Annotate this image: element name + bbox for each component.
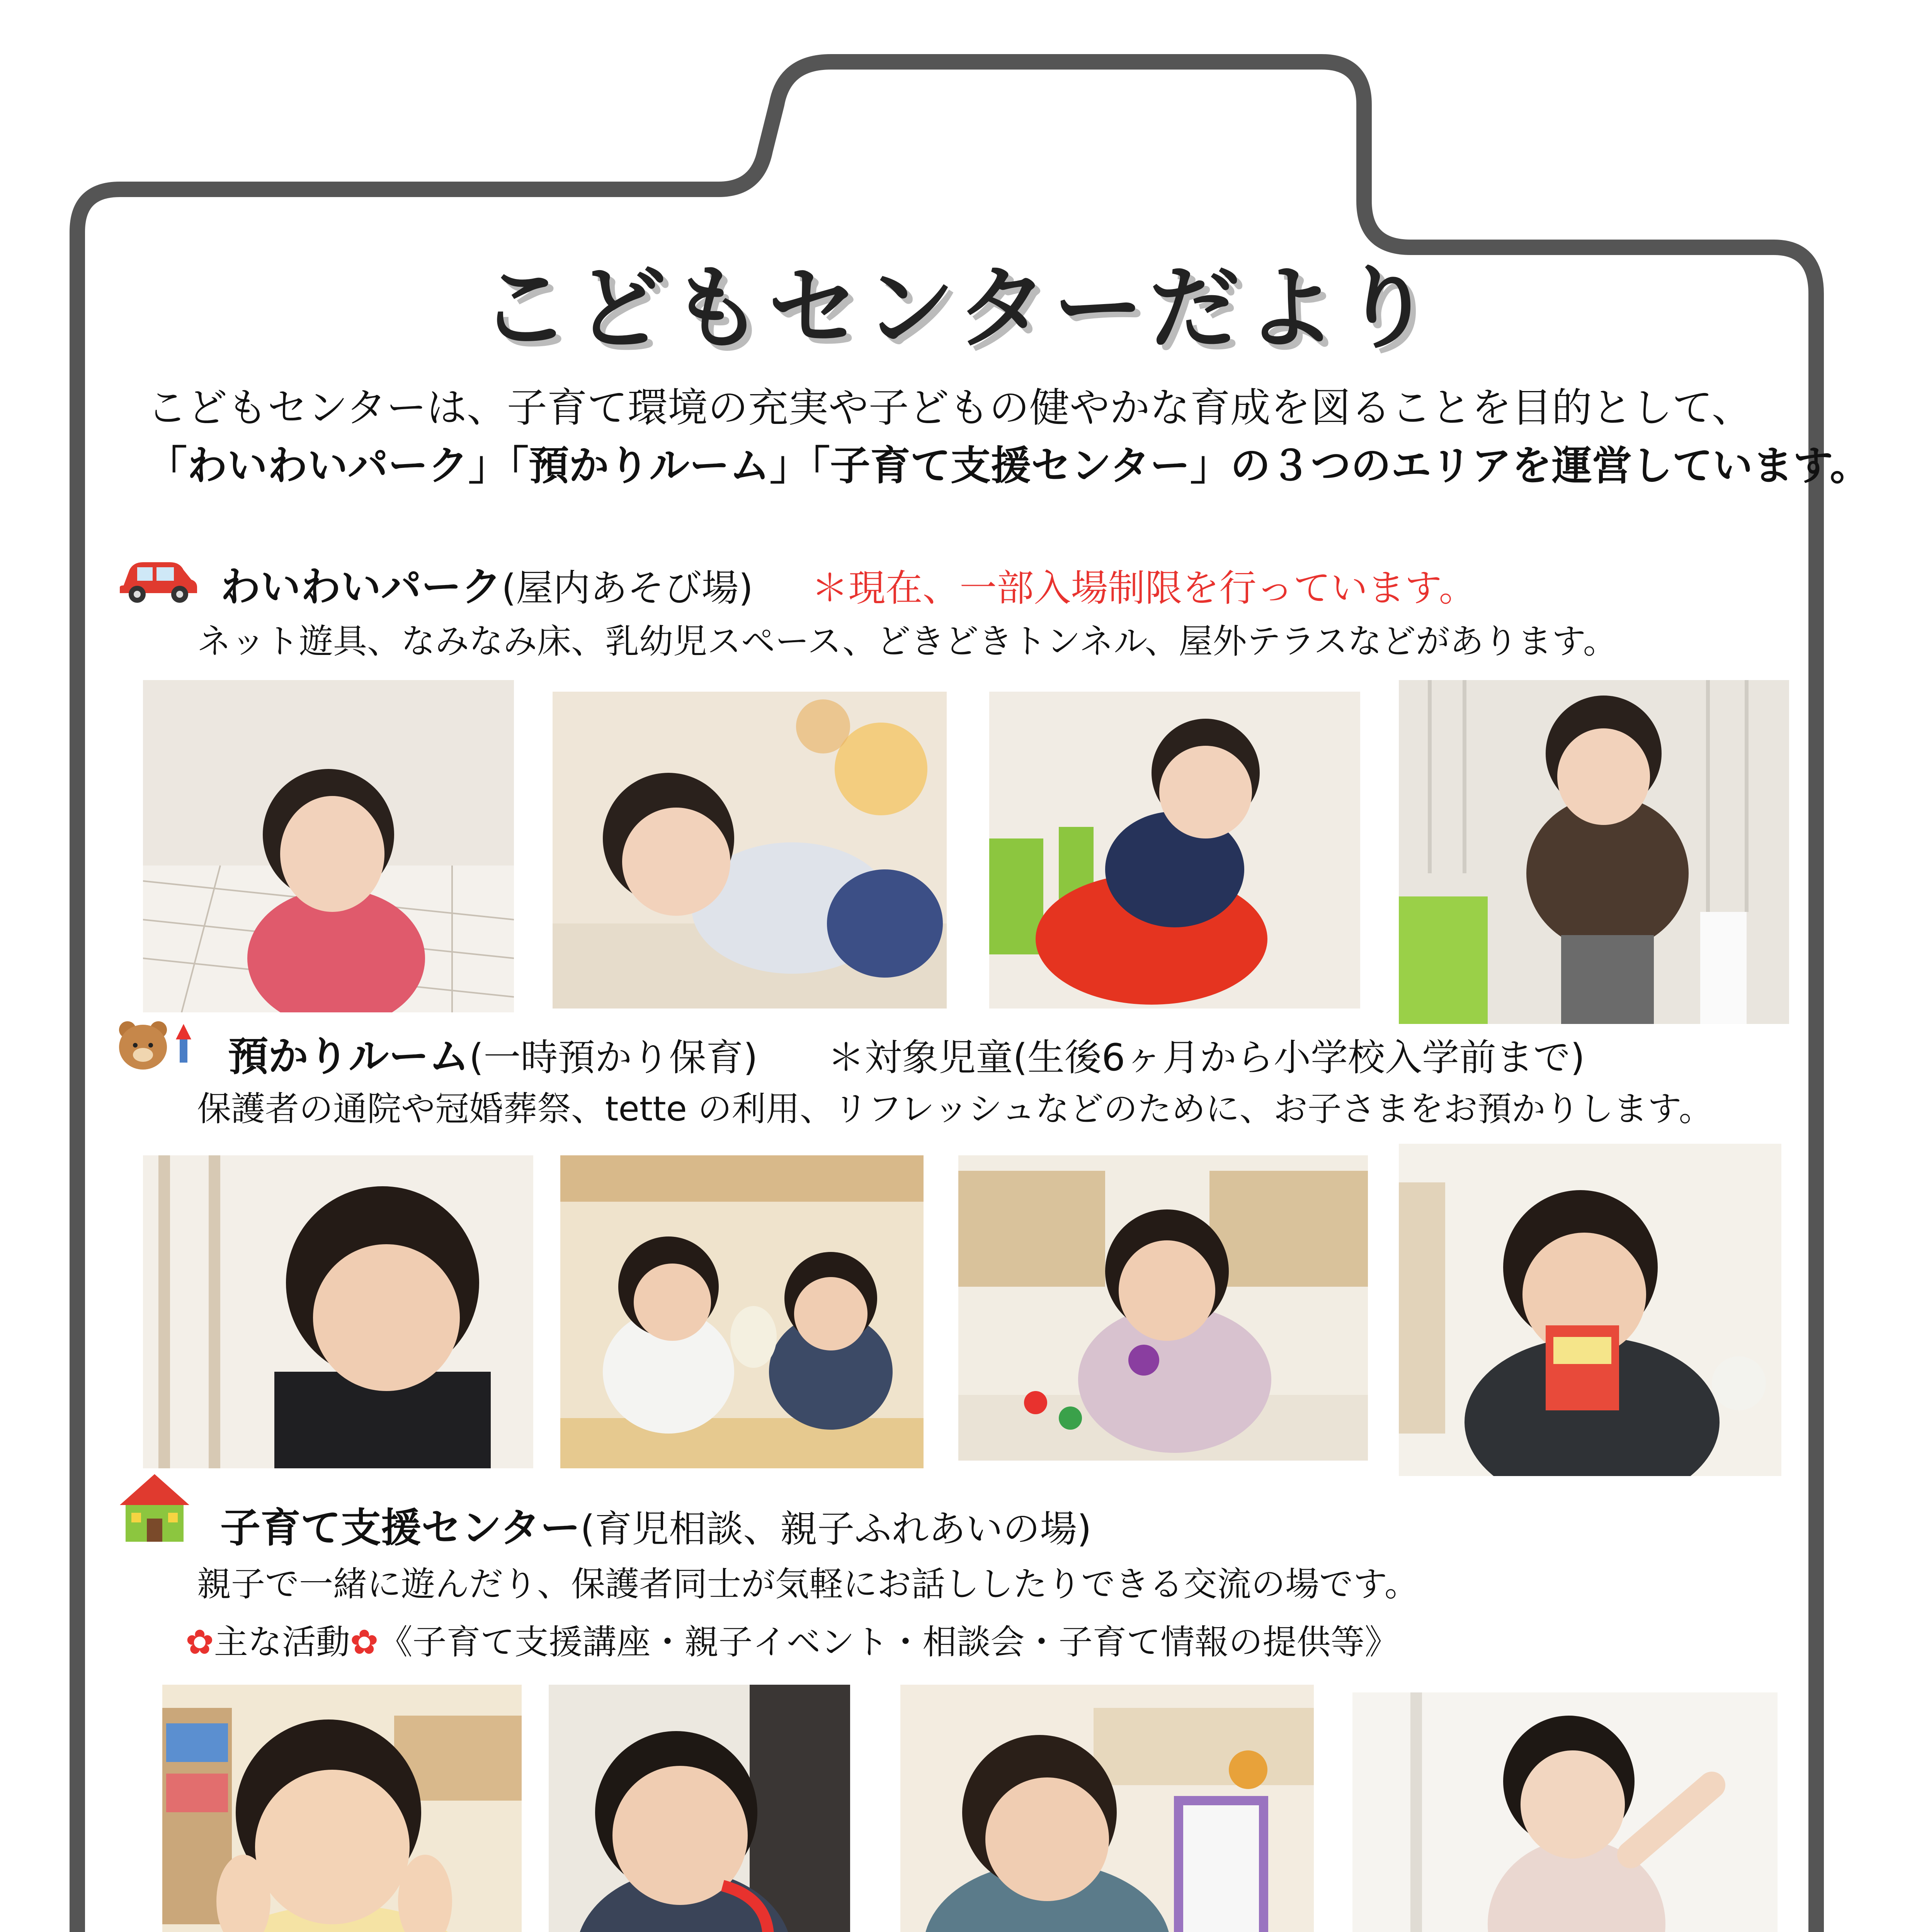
- intro-line-2: 「わいわいパーク」「預かりルーム」「子育て支援センター」の３つのエリアを運営しています。: [147, 442, 1870, 489]
- photo-child-on-toy-horse: [989, 692, 1360, 1009]
- section-heading-waiwai: [220, 554, 1476, 612]
- photo-baby-with-toy: [549, 1685, 850, 1932]
- tulip-icon: ✿: [185, 1622, 214, 1662]
- photo-child-pointing: [1352, 1692, 1778, 1932]
- section-name: 預かりルーム: [228, 1033, 469, 1080]
- page-title: こどもセンターだより: [479, 256, 1438, 361]
- section-sub: (屋内あそび場): [502, 566, 753, 610]
- section-desc: 親子で一緒に遊んだり、保護者同士が気軽にお話ししたりできる交流の場です。: [197, 1564, 1419, 1604]
- section-name: 子育て支援センター: [220, 1504, 580, 1551]
- section-desc: 保護者の通院や冠婚葬祭、tette の利用、リフレッシュなどのために、お子さまをお預かりします。: [197, 1089, 1713, 1129]
- section-note: ＊対象児童(生後6ヶ月から小学校入学前まで): [827, 1036, 1585, 1079]
- section-name: わいわいパーク: [220, 563, 502, 611]
- car-icon: [116, 549, 201, 607]
- activities-line: [185, 1615, 1399, 1664]
- photo-child-standing: [1399, 680, 1789, 1024]
- activities-detail: 《子育て支援講座・親子イベント・相談会・子育て情報の提供等》: [378, 1622, 1399, 1662]
- section-heading-shien: [220, 1495, 1092, 1553]
- photo-child-playing-toys: [958, 1155, 1368, 1461]
- photo-two-children-table: [560, 1155, 924, 1468]
- photo-child-on-net: [143, 680, 514, 1012]
- section-note: ＊現在、一部入場制限を行っています。: [811, 566, 1476, 610]
- section-heading-azukari: [228, 1024, 1585, 1082]
- photo-child-crawling: [553, 692, 947, 1009]
- photo-child-eating-snack: [1399, 1144, 1781, 1476]
- section-sub: (一時預かり保育): [469, 1036, 758, 1079]
- house-icon: [116, 1468, 193, 1546]
- photo-child-playing-kitchen: [900, 1685, 1314, 1932]
- section-sub: (育児相談、親子ふれあいの場): [580, 1507, 1092, 1551]
- section-desc: ネット遊具、なみなみ床、乳幼児スペース、どきどきトンネル、屋外テラスなどがあります。: [197, 621, 1617, 661]
- intro-line-1: こどもセンターは、子育て環境の充実や子どもの健やかな育成を図ることを目的として、: [147, 384, 1752, 431]
- bear-icon: [112, 1016, 209, 1082]
- intro-text: [147, 379, 1870, 495]
- photo-child-smiling: [143, 1155, 533, 1468]
- tulip-icon: ✿: [350, 1622, 379, 1662]
- activities-label: 主な活動: [214, 1622, 350, 1662]
- photo-child-peace-sign: [162, 1685, 522, 1932]
